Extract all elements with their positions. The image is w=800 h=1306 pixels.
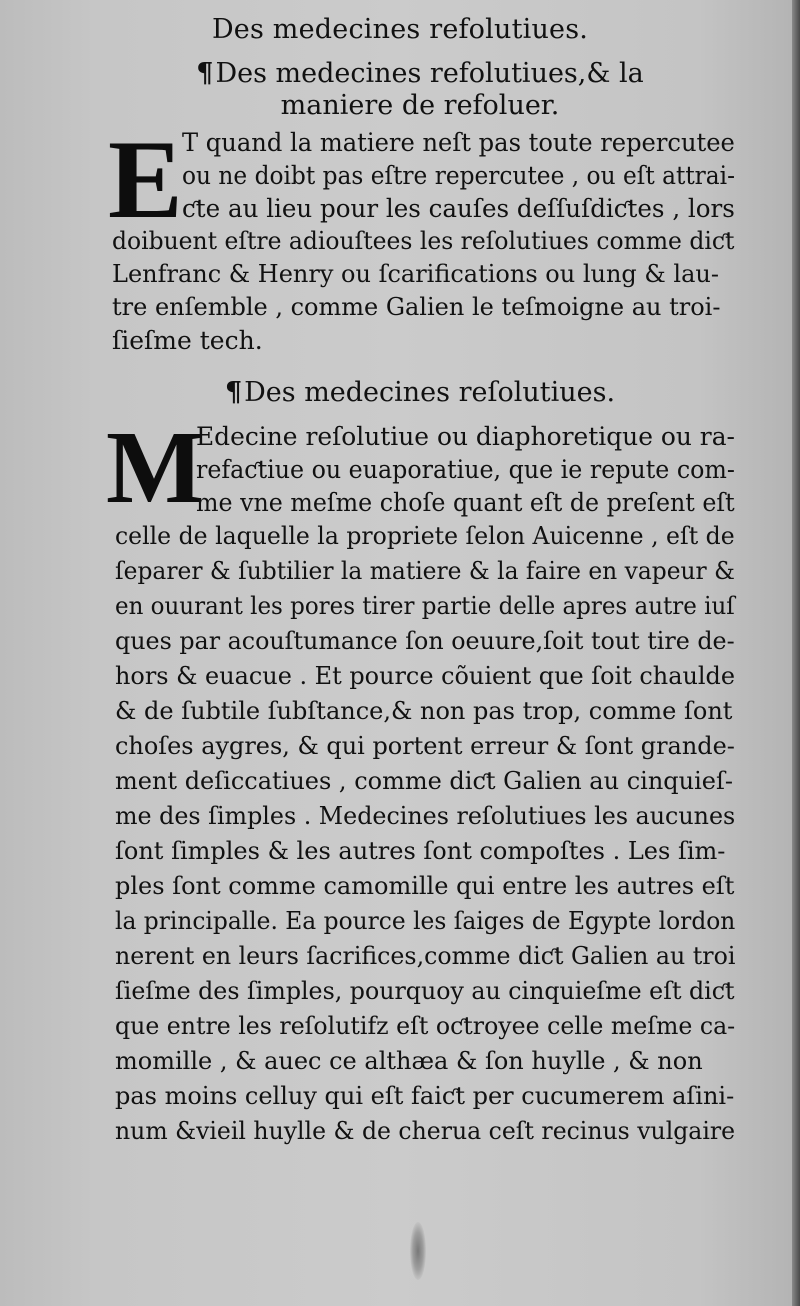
- text-line: nerent en leurs ſacrifices,comme diƈt Galien au troi: [115, 942, 736, 970]
- page-edge: [792, 0, 800, 1306]
- section1-heading-line1: [120, 57, 720, 91]
- text-line: que entre les reſolutifz eſt oƈtroyee celle meſme ca-: [115, 1012, 736, 1040]
- text-line: ment deſiccatiues , comme diƈt Galien au cinquieſ-: [115, 767, 733, 795]
- section1-heading-text: Des medecines refolutiues,& la: [215, 58, 644, 89]
- text-line: & de ſubtile ſubſtance,& non pas trop, comme ſont: [115, 697, 733, 725]
- section2-heading-text: Des medecines reſolutiues.: [244, 377, 616, 408]
- text-line: ou ne doibt pas eſtre repercutee , ou eſt attrai-: [182, 161, 735, 190]
- text-line: refaƈtiue ou euaporatiue, que ie repute com-: [196, 455, 735, 484]
- text-line: choſes aygres, & qui portent erreur & ſont grande-: [115, 732, 735, 760]
- pilcrow-icon: ¶: [224, 377, 243, 408]
- section1-heading-line2: maniere de refoluer.: [280, 90, 560, 121]
- text-line: tre enſemble , comme Galien le teſmoigne au troi-: [112, 293, 721, 321]
- text-line: num &vieil huylle & de cherua ceſt recinus vulgaire: [115, 1117, 736, 1145]
- text-line: momille , & auec ce althæa & ſon huylle , & non: [115, 1047, 703, 1075]
- text-line: T quand la matiere neſt pas toute repercutee: [182, 128, 735, 157]
- text-line: ſeparer & ſubtilier la matiere & la faire en vapeur &: [115, 557, 735, 585]
- ink-smudge: [410, 1222, 426, 1280]
- text-line: hors & euacue . Et pource cõuient que ſoit chaulde: [115, 662, 736, 690]
- section1-dropcap: E: [108, 118, 183, 242]
- text-line: ſont ſimples & les autres ſont compoſtes . Les ſim-: [115, 837, 726, 865]
- text-line: me vne meſme choſe quant eſt de preſent eſt: [196, 488, 735, 517]
- text-line: ques par acouſtumance ſon oeuure,ſoit tout tire de-: [115, 627, 735, 655]
- text-line: pas moins celluy qui eſt faiƈt per cucumerem aſini-: [115, 1082, 735, 1110]
- text-line: me des ſimples . Medecines reſolutiues les aucunes: [115, 802, 736, 830]
- pilcrow-icon: ¶: [196, 58, 214, 89]
- section2-heading: [120, 376, 720, 410]
- text-line: Edecine reſolutiue ou diaphoretique ou ra-: [196, 422, 735, 451]
- text-line: en ouurant les pores tirer partie delle apres autre iuſ: [115, 592, 735, 620]
- text-line: ſieſme des ſimples, pourquoy au cinquieſme eſt diƈt: [115, 977, 735, 1005]
- section2-dropcap: M: [106, 410, 205, 525]
- text-line: celle de laquelle la propriete ſelon Auicenne , eſt de: [115, 522, 735, 550]
- text-line: la principalle. Ea pource les ſaiges de Egypte lordon: [115, 907, 736, 935]
- running-head: Des medecines refolutiues.: [211, 14, 589, 45]
- text-line: ƈte au lieu pour les cauſes deſſuſdiƈtes , lors: [182, 194, 735, 223]
- text-line: Lenfranc & Henry ou ſcarifications ou lung & lau-: [112, 260, 719, 288]
- text-line: doibuent eſtre adiouſtees les reſolutiues comme diƈt: [112, 227, 735, 255]
- text-line: ſieſme tech.: [112, 326, 263, 355]
- text-line: ples ſont comme camomille qui entre les autres eſt: [115, 872, 735, 900]
